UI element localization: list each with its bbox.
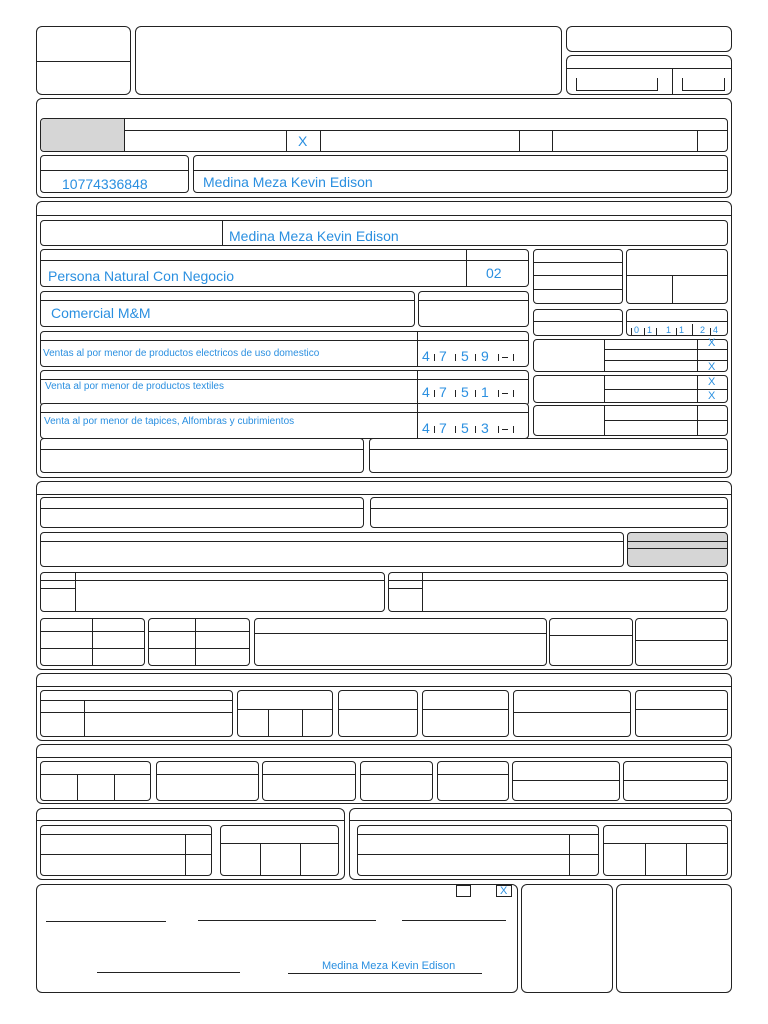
activity-1-sep xyxy=(417,331,418,367)
id-type-sep5 xyxy=(552,130,553,152)
id-type-sep xyxy=(124,118,125,152)
date-tick xyxy=(656,328,657,335)
resp-box-3 xyxy=(262,761,356,801)
nationality-line xyxy=(626,275,728,276)
resp-sep-1a xyxy=(77,774,78,801)
signer-name[interactable]: Medina Meza Kevin Edison xyxy=(322,960,456,972)
fullname-value[interactable]: Medina Meza Kevin Edison xyxy=(229,228,399,244)
resp-sep-1b xyxy=(114,774,115,801)
rep-right-box-1 xyxy=(357,825,599,876)
phone-line-1a xyxy=(40,631,145,632)
activity-1-side-box xyxy=(533,339,728,372)
location-line-4b xyxy=(388,588,422,589)
date-tick xyxy=(710,328,711,335)
code-tick xyxy=(498,390,499,397)
commercial-extra-divider xyxy=(418,300,529,301)
form-code-slot-2 xyxy=(682,78,725,91)
rep-right-sep-2b xyxy=(686,843,687,876)
signature-line-3 xyxy=(402,920,506,921)
activity-2-code-4[interactable]: 1 xyxy=(481,384,489,400)
activity-1-description[interactable]: Ventas al por menor de productos electricos de uso domestico xyxy=(43,348,320,359)
address-box xyxy=(40,532,624,567)
rep-left-header xyxy=(36,820,345,821)
email-box xyxy=(254,618,547,666)
nationality-sep xyxy=(672,275,673,304)
rep-left-line-2 xyxy=(220,843,339,844)
rep-left-box-1 xyxy=(40,825,212,876)
date-digit-4[interactable]: 1 xyxy=(679,325,685,335)
activity-3-sep xyxy=(417,403,418,439)
code-dash xyxy=(502,393,508,394)
person-type-divider xyxy=(40,260,529,261)
form-number-box xyxy=(566,26,732,52)
nationality-box xyxy=(626,249,728,304)
header-logo-divider xyxy=(36,61,131,62)
resp-box-1 xyxy=(40,761,151,801)
phone-line-2a xyxy=(148,631,250,632)
activity-1-divider xyxy=(40,340,529,341)
address-side-line xyxy=(627,541,728,542)
resp-line-1 xyxy=(40,774,151,775)
address-side-box xyxy=(627,532,728,567)
code-tick xyxy=(498,354,499,361)
signature-line-1 xyxy=(46,921,166,922)
rep-left-sep-2b xyxy=(300,843,301,876)
location-line-1 xyxy=(40,508,364,509)
location-line-2 xyxy=(370,508,728,509)
resp-box-2 xyxy=(156,761,259,801)
header-title-box xyxy=(135,26,562,95)
rep-right-line-2 xyxy=(603,843,728,844)
code-tick xyxy=(455,426,456,433)
location-box-4 xyxy=(388,572,728,612)
location-box-2 xyxy=(370,497,728,528)
resp-line-7 xyxy=(623,780,728,781)
postal-box xyxy=(549,618,633,666)
activity-2-description[interactable]: Venta al por menor de productos textiles xyxy=(45,381,224,392)
location-extra-line xyxy=(635,640,728,641)
location-extra-box xyxy=(635,618,728,666)
postal-line xyxy=(549,635,633,636)
name-value[interactable]: Medina Meza Kevin Edison xyxy=(203,174,373,190)
phone-box-2 xyxy=(148,618,250,666)
class-box-4 xyxy=(422,690,509,737)
resp-box-5 xyxy=(437,761,509,801)
activity-3-code-1[interactable]: 4 xyxy=(422,420,430,436)
person-type-code[interactable]: 02 xyxy=(486,265,502,281)
code-tick xyxy=(513,354,514,361)
activity-1-code-1[interactable]: 4 xyxy=(422,348,430,364)
resp-line-3 xyxy=(262,774,356,775)
activity-2-divider xyxy=(40,379,529,380)
activity-2-sep xyxy=(417,370,418,406)
activity-3-side-line xyxy=(604,420,728,421)
commercial-name-divider xyxy=(40,300,415,301)
email-line xyxy=(254,633,547,634)
signature-box-2 xyxy=(521,884,613,993)
code-tick xyxy=(434,426,435,433)
id-type-sep3 xyxy=(320,130,321,152)
person-type-value[interactable]: Persona Natural Con Negocio xyxy=(48,268,234,284)
date-tick xyxy=(676,328,677,335)
signature-box-3 xyxy=(616,884,732,993)
code-tick xyxy=(513,426,514,433)
resp-line-5 xyxy=(437,774,509,775)
id-type-sep6 xyxy=(697,130,698,152)
phone-sep-1 xyxy=(92,618,93,666)
activity-2-mark-1[interactable]: X xyxy=(708,376,716,388)
code-tick xyxy=(434,390,435,397)
date-tick xyxy=(644,328,645,335)
activity-1-code-2[interactable]: 7 xyxy=(439,348,447,364)
id-type-sep2 xyxy=(286,130,287,152)
class-box-5 xyxy=(513,690,631,737)
resp-box-6 xyxy=(512,761,620,801)
code-tick xyxy=(455,390,456,397)
resp-box-4 xyxy=(360,761,433,801)
signature-line-5 xyxy=(288,973,482,974)
activity-1-side-line xyxy=(604,349,728,350)
form-code-slot-1 xyxy=(576,78,658,91)
registration-box xyxy=(533,309,623,336)
code-tick xyxy=(475,390,476,397)
registration-divider xyxy=(533,321,623,322)
sex-line2 xyxy=(533,275,623,276)
rep-left-sep-2a xyxy=(260,843,261,876)
resp-line-2 xyxy=(156,774,259,775)
class-line-1b xyxy=(40,712,233,713)
id-type-sep4 xyxy=(519,130,520,152)
date-digit-1[interactable]: 0 xyxy=(634,325,640,335)
rep-right-line-1b xyxy=(357,854,599,855)
form-code-divider xyxy=(566,68,732,69)
section-classification-header xyxy=(36,686,732,687)
class-box-2 xyxy=(237,690,333,737)
activity-1-mark-1[interactable]: X xyxy=(708,337,716,349)
date-divider xyxy=(626,321,728,322)
location-line-3b xyxy=(40,588,75,589)
class-line-3 xyxy=(338,709,418,710)
phone-line-2b xyxy=(148,648,250,649)
activity-1-side-sep2 xyxy=(697,339,698,372)
id-type-hline xyxy=(124,130,728,131)
code-tick xyxy=(498,426,499,433)
date-digit-6[interactable]: 4 xyxy=(713,325,719,335)
phone-sep-2 xyxy=(195,618,196,666)
rep-left-sep-1 xyxy=(185,834,186,876)
phone-line-1b xyxy=(40,648,145,649)
rep-right-sep-1 xyxy=(569,834,570,876)
activity-3-code-3[interactable]: 5 xyxy=(461,420,469,436)
location-line-3 xyxy=(40,580,385,581)
resp-line-4 xyxy=(360,774,433,775)
activity-2-code-2[interactable]: 7 xyxy=(439,384,447,400)
sex-box xyxy=(533,249,623,304)
person-type-sep xyxy=(466,249,467,287)
activity-3-description[interactable]: Venta al por menor de tapices, Alfombras y cubrimientos xyxy=(44,416,295,427)
class-box-1 xyxy=(40,690,233,737)
code-tick xyxy=(475,354,476,361)
activity-1-mark-2[interactable]: X xyxy=(708,361,716,373)
activity-2-code-3[interactable]: 5 xyxy=(461,384,469,400)
resp-box-7 xyxy=(623,761,728,801)
code-dash xyxy=(502,357,508,358)
form-code-vdivider xyxy=(672,68,673,95)
signature-line-2 xyxy=(198,920,376,921)
address-line xyxy=(40,541,624,542)
class-line-6 xyxy=(635,709,728,710)
taxpayer-extra-box-2 xyxy=(369,438,728,473)
section-location-header xyxy=(36,494,732,495)
taxpayer-extra-box-1 xyxy=(40,438,364,473)
id-type-mark[interactable]: X xyxy=(298,133,308,149)
activity-3-code-4[interactable]: 3 xyxy=(481,420,489,436)
date-tick xyxy=(692,324,693,335)
sex-line1 xyxy=(533,262,623,263)
location-line-4 xyxy=(388,580,728,581)
identification-type-row xyxy=(40,118,728,152)
activity-3-code-2[interactable]: 7 xyxy=(439,420,447,436)
commercial-name-value[interactable]: Comercial M&M xyxy=(51,305,151,321)
class-sep-2a xyxy=(268,709,269,737)
activity-3-divider xyxy=(40,412,529,413)
date-digit-2[interactable]: 1 xyxy=(647,325,653,335)
rep-left-line-1b xyxy=(40,854,212,855)
activity-1-code-3[interactable]: 5 xyxy=(461,348,469,364)
taxpayer-extra-line-2 xyxy=(369,449,728,450)
activity-2-mark-2[interactable]: X xyxy=(708,390,716,402)
rep-right-line-1 xyxy=(357,834,599,835)
location-box-1 xyxy=(40,497,364,528)
class-line-5 xyxy=(513,712,631,713)
activity-1-side-sep xyxy=(604,339,605,372)
code-tick xyxy=(475,426,476,433)
code-tick xyxy=(455,354,456,361)
resp-line-6 xyxy=(512,780,620,781)
rep-right-sep-2a xyxy=(645,843,646,876)
fullname-sep xyxy=(222,220,223,246)
commercial-extra-box xyxy=(418,291,529,327)
signature-line-4 xyxy=(97,972,240,973)
class-sep-2b xyxy=(302,709,303,737)
location-box-3 xyxy=(40,572,385,612)
code-tick xyxy=(513,390,514,397)
address-side-line2 xyxy=(627,548,728,549)
rep-left-line-1 xyxy=(40,834,212,835)
code-tick xyxy=(434,354,435,361)
date-tick xyxy=(631,328,632,335)
class-box-3 xyxy=(338,690,418,737)
identification-type-label xyxy=(41,119,124,151)
section-responsibilities-header xyxy=(36,757,732,758)
rep-right-header xyxy=(349,820,732,821)
rep-right-box-2 xyxy=(603,825,728,876)
rep-left-box-2 xyxy=(220,825,339,876)
activity-1-code-4[interactable]: 9 xyxy=(481,348,489,364)
sex-line3 xyxy=(533,289,623,290)
activity-2-code-1[interactable]: 4 xyxy=(422,384,430,400)
location-sep-3 xyxy=(75,572,76,612)
class-line-4 xyxy=(422,709,509,710)
nit-divider xyxy=(40,170,189,171)
location-sep-4 xyxy=(422,572,423,612)
class-line-2 xyxy=(237,709,333,710)
section-taxpayer-header xyxy=(36,215,732,216)
date-digit-5[interactable]: 2 xyxy=(700,325,706,335)
class-line-1a xyxy=(40,700,233,701)
code-dash xyxy=(502,429,508,430)
name-divider xyxy=(193,170,728,171)
signature-section xyxy=(36,884,518,993)
class-sep-1 xyxy=(84,700,85,737)
class-box-6 xyxy=(635,690,728,737)
date-digit-3[interactable]: 1 xyxy=(666,325,672,335)
nit-value[interactable]: 10774336848 xyxy=(62,176,148,192)
signature-check-mark[interactable]: X xyxy=(500,885,508,897)
taxpayer-extra-line-1 xyxy=(40,449,364,450)
signature-checkbox-empty[interactable] xyxy=(456,885,471,897)
